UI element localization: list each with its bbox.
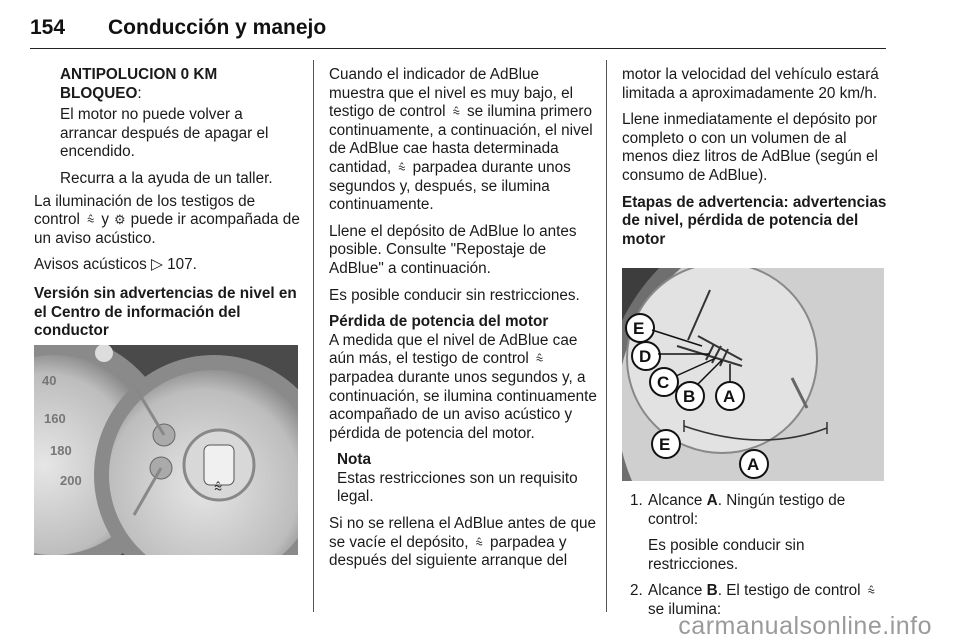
warning-stages-heading: Etapas de advertencia: advertencias de nivel, pérdida de potencia del motor: [622, 193, 887, 248]
callout-c: C: [657, 373, 670, 392]
adblue-level-text-c: parpadea durante unos segundos y, después, se ilumina continuamente.: [329, 158, 571, 214]
list-item-post2: se ilumina:: [648, 600, 722, 618]
power-loss-text-b: parpadea durante unos segundos y, a continuación, se ilumina continuamente acompañado de un aviso acústico y pérdida de potencia del motor.: [329, 368, 597, 442]
speed-limit-paragraph: motor la velocidad del vehículo estará limitada a aproximadamente 20 km/h.: [622, 66, 879, 102]
item-title-line2-wrap: [60, 85, 302, 104]
list-number: 1.: [630, 492, 643, 509]
empty-tank-text-b: parpadea y después del siguiente arranque del: [329, 533, 568, 570]
callout-b: B: [683, 387, 696, 406]
callout-a: A: [723, 387, 736, 406]
callout-d: D: [639, 347, 652, 366]
watermark: carmanualsonline.info: [678, 612, 932, 640]
instrument-cluster-photo: [34, 345, 298, 555]
adblue-warning-icon: ⩯: [867, 583, 876, 599]
refill-immediately-paragraph: Llene inmediatamente el depósito por completo o con un volumen de al menos diez litros de AdBlue (según el consumo de AdBlue).: [622, 111, 878, 184]
adblue-level-text-a: Cuando el indicador de AdBlue muestra que el nivel es muy bajo, el testigo de control: [329, 66, 574, 121]
reference-arrow-icon: ▷: [151, 256, 163, 274]
list-item-post: . Ningún testigo de control:: [648, 492, 846, 528]
empty-tank-paragraph: [329, 515, 597, 571]
power-loss-text-a: A medida que el nivel de AdBlue cae aún más, el testigo de control: [329, 331, 578, 368]
item-title-line2: BLOQUEO: [60, 84, 138, 102]
warning-stages-illustration: [622, 268, 884, 481]
adblue-level-paragraph: [329, 66, 597, 215]
column-1: [34, 66, 302, 349]
callout-a-range: A: [747, 455, 760, 474]
empty-tank-text-a: Si no se rellena el AdBlue antes de que se vacíe el depósito,: [329, 515, 597, 551]
gauge-number-0: 40: [42, 373, 57, 388]
item-title-line1: ANTIPOLUCION 0 KM: [60, 66, 218, 83]
list-item: [622, 492, 890, 574]
engine-warning-icon: ⚙: [114, 212, 126, 228]
avisos-page-ref: 107.: [167, 256, 197, 274]
adblue-warning-icon: ⩯: [452, 104, 461, 120]
power-loss-paragraph: [329, 332, 597, 444]
adblue-warning-icon: ⩯: [86, 212, 95, 228]
column-3: [622, 66, 890, 257]
note-block: [329, 451, 597, 507]
gauge-number-1: 160: [44, 411, 66, 426]
column-2: [329, 66, 597, 579]
page-number: 154: [30, 16, 66, 39]
avisos-text: Avisos acústicos: [34, 256, 147, 274]
list-item-pre: Alcance: [648, 492, 703, 509]
note-text: Estas restricciones son un requisito legal.: [337, 469, 578, 506]
page-title: Conducción y manejo: [108, 16, 327, 39]
callout-e: E: [633, 319, 645, 338]
column-divider-1: [313, 60, 314, 612]
adblue-warning-icon: ⩯: [475, 534, 484, 550]
list-item-letter: A: [706, 492, 718, 509]
list-item-extra: Es posible conducir sin restricciones.: [648, 537, 805, 573]
item-title-colon: :: [137, 84, 142, 102]
page-header: [30, 16, 930, 40]
list-item-pre: Alcance: [648, 582, 703, 600]
item-paragraph-1: El motor no puede volver a arrancar después de apagar el encendido.: [60, 106, 269, 161]
no-restriction-paragraph: Es posible conducir sin restricciones.: [329, 286, 580, 304]
lights-text-b: puede ir acompañada de un aviso acústico.: [34, 211, 300, 247]
list-item-letter: B: [706, 582, 718, 600]
lights-paragraph: [34, 193, 302, 249]
lights-text-mid: y: [101, 211, 110, 229]
item-paragraph-2: Recurra a la ayuda de un taller.: [60, 169, 273, 187]
instrument-cluster-illustration: [34, 345, 298, 555]
list-item-text: [648, 492, 890, 529]
header-rule: [30, 48, 886, 49]
avisos-paragraph: [34, 256, 302, 275]
adblue-level-text-b: se ilumina primero continuamente, a continuación, el nivel de AdBlue cae hasta determinada cantidad,: [329, 103, 593, 176]
adblue-warning-icon: ⩯: [398, 159, 406, 175]
adblue-symbol-icon: ⩯: [214, 480, 223, 496]
adblue-warning-icon: ⩯: [535, 351, 544, 367]
list-number: 2.: [630, 582, 643, 600]
lights-text-a: La iluminación de los testigos de control: [34, 192, 256, 229]
warning-stages-photo: [622, 268, 884, 481]
callout-e-range: E: [659, 435, 671, 454]
power-loss-heading: Pérdida de potencia del motor: [329, 313, 549, 331]
item-block: [34, 66, 302, 189]
column-divider-2: [606, 60, 607, 612]
refill-paragraph: Llene el depósito de AdBlue lo antes posible. Consulte "Repostaje de AdBlue" a continuación.: [329, 222, 577, 277]
list-item-post: . El testigo de control: [717, 582, 861, 600]
gauge-number-3: 200: [60, 473, 82, 488]
gauge-number-2: 180: [50, 443, 72, 458]
stages-list: [622, 492, 890, 620]
section-heading: Versión sin advertencias de nivel en el Centro de información del conductor: [34, 284, 297, 340]
note-title: Nota: [337, 451, 371, 469]
